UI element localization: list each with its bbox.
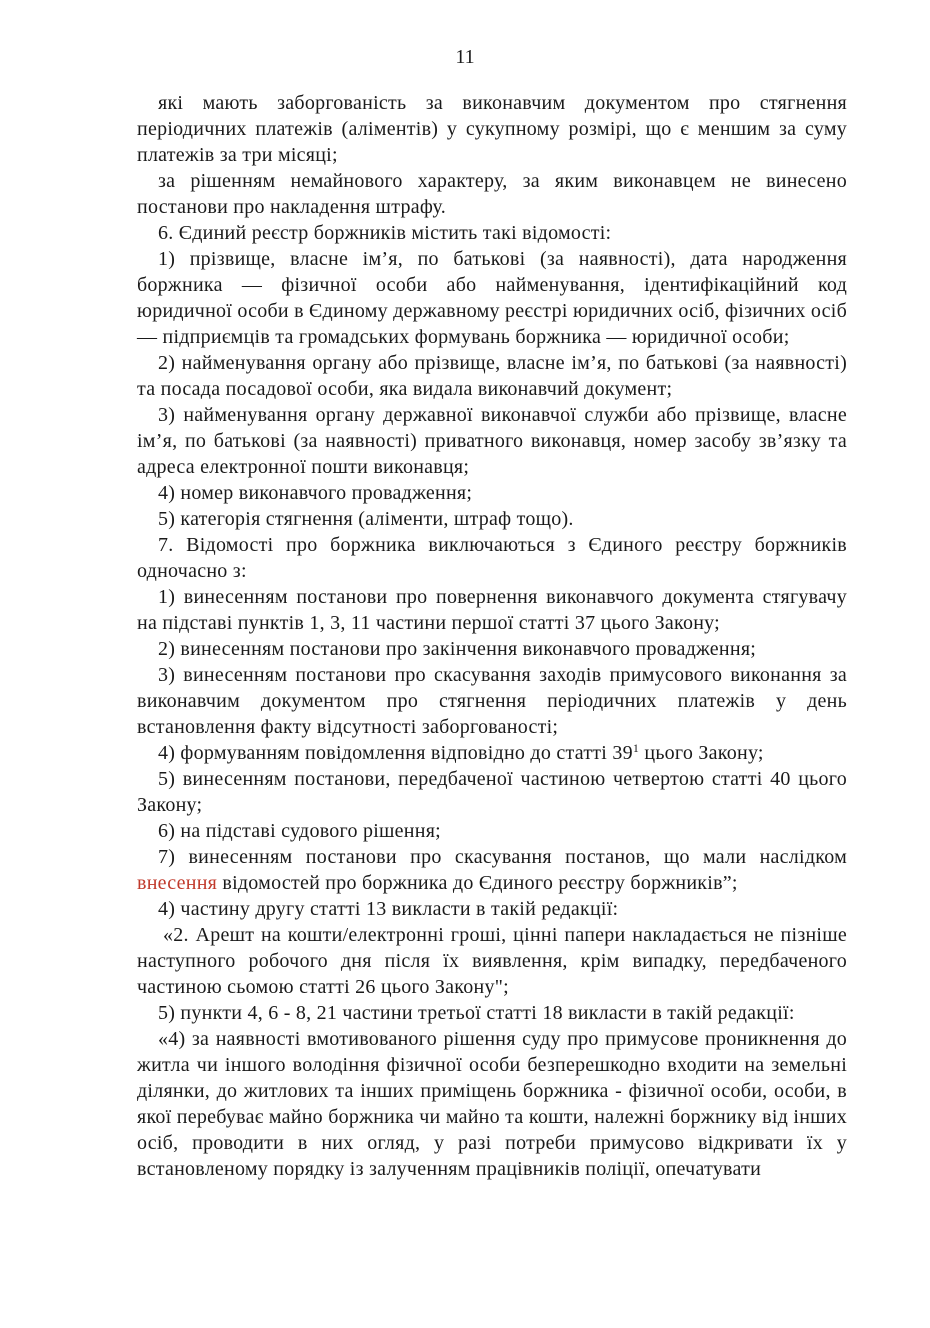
paragraph-with-superscript (137, 740, 847, 766)
paragraph: 3) винесенням постанови про скасування заходів примусового виконання за виконавчим документом про стягнення періодичних платежів у день встановлення факту відсутності заборгованості; (137, 664, 847, 738)
paragraph: за рішенням немайнового характеру, за яким виконавцем не винесено постанови про накладення штрафу. (137, 170, 847, 218)
paragraph: 4) номер виконавчого провадження; (158, 482, 473, 504)
page-number: 11 (455, 46, 475, 68)
paragraph: 1) прізвище, власне ім’я, по батькові (за наявності), дата народження боржника — фізичної особи або найменування, ідентифікаційний код юридичної особи в Єдиному державному реєстрі юридичних осіб, фізичних осіб — підприємців та громадських формувань боржника — юридичної особи; (137, 248, 847, 348)
paragraph: 5) категорія стягнення (аліменти, штраф тощо). (158, 508, 574, 530)
paragraph-text: відомостей про боржника до Єдиного реєстру боржників”; (217, 872, 738, 894)
superscript: 1 (632, 741, 640, 755)
paragraph: 6. Єдиний реєстр боржників містить такі відомості: (158, 222, 612, 244)
paragraph: 5) винесенням постанови, передбаченої частиною четвертою статті 40 цього Закону; (137, 768, 847, 816)
highlighted-word: внесення (137, 872, 218, 894)
paragraph: 2) найменування органу або прізвище, власне ім’я, по батькові (за наявності) та посада посадової особи, яка видала виконавчий документ; (137, 352, 847, 400)
paragraph: які мають заборгованість за виконавчим документом про стягнення періодичних платежів (аліментів) у сукупному розмірі, що є меншим за суму платежів за три місяці; (137, 92, 847, 166)
paragraph: 7. Відомості про боржника виключаються з Єдиного реєстру боржників одночасно з: (137, 534, 847, 582)
paragraph-text: 4) формуванням повідомлення відповідно до статті 39 (158, 742, 633, 764)
paragraph: 3) найменування органу державної виконавчої служби або прізвище, власне ім’я, по батькові (за наявності) приватного виконавця, номер засобу зв’язку та адреса електронної пошти виконавця; (137, 404, 847, 478)
paragraph-text: 7) винесенням постанови про скасування постанов, що мали наслідком (158, 846, 847, 868)
paragraph: 5) пункти 4, 6 - 8, 21 частини третьої статті 18 викласти в такій редакції: (158, 1002, 795, 1024)
paragraph: 6) на підставі судового рішення; (158, 820, 441, 842)
paragraph: «4) за наявності вмотивованого рішення суду про примусове проникнення до житла чи іншого володіння фізичної особи безперешкодно входити на земельні ділянки, до житлових та інших приміщень боржника - фізичної особи, особи, в якої перебуває майно боржника чи майно та кошти, належні боржнику від інших осіб, проводити в них огляд, у разі потреби примусово відкривати їх у встановленому порядку із залученням працівників поліції, опечатувати (137, 1028, 847, 1180)
paragraph: 1) винесенням постанови про повернення виконавчого документа стягувачу на підставі пунктів 1, 3, 11 частини першої статті 37 цього Закону; (137, 586, 847, 634)
document-body (137, 90, 847, 1182)
paragraph-text: цього Закону; (639, 742, 764, 764)
paragraph: 2) винесенням постанови про закінчення виконавчого провадження; (158, 638, 757, 660)
paragraph: 4) частину другу статті 13 викласти в такій редакції: (158, 898, 619, 920)
quoted-paragraph: «2. Арешт на кошти/електронні гроші, цінні папери накладається не пізніше наступного робочого дня після їх виявлення, крім випадку, передбаченого частиною сьомою статті 26 цього Закону"; (137, 924, 847, 998)
paragraph-with-highlight (137, 844, 847, 896)
